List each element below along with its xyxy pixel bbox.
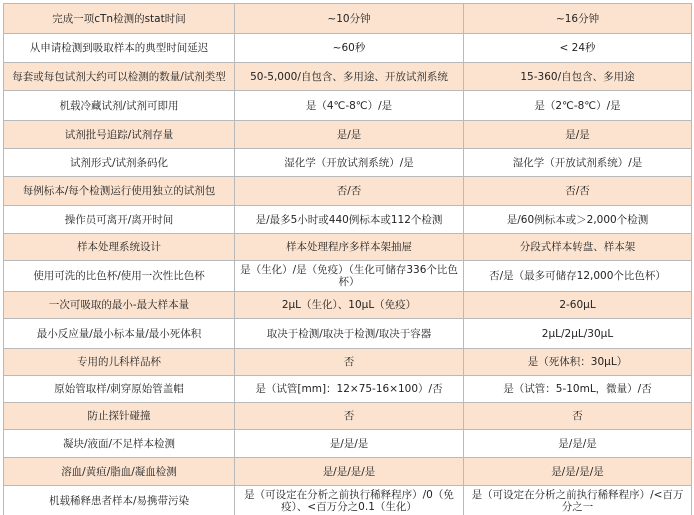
table-row (4, 292, 692, 319)
analyzer-a-cell: ~10分钟 (235, 4, 464, 34)
row-label-cell: 样本处理系统设计 (4, 234, 235, 261)
row-label-cell: 试剂批号追踪/试剂存量 (4, 121, 235, 149)
row-label-cell: 机载冷藏试剂/试剂可即用 (4, 91, 235, 121)
analyzer-a-cell: 是/是/是 (235, 430, 464, 458)
table-row (4, 34, 692, 63)
row-label-cell: 凝块/液面/不足样本检测 (4, 430, 235, 458)
table-row (4, 121, 692, 149)
analyzer-a-cell: 否 (235, 349, 464, 376)
analyzer-b-cell: 是（试管：5-10mL，微量）/否 (464, 376, 692, 403)
analyzer-a-cell: 是（4℃-8℃）/是 (235, 91, 464, 121)
row-label-cell: 专用的儿科样品杯 (4, 349, 235, 376)
row-label-cell: 使用可洗的比色杯/使用一次性比色杯 (4, 261, 235, 292)
analyzer-b-cell: 否/是（最多可储存12,000个比色杯） (464, 261, 692, 292)
analyzer-a-cell: 取决于检测/取决于检测/取决于容器 (235, 319, 464, 349)
table-row (4, 403, 692, 430)
row-label-cell: 最小反应量/最小标本量/最小死体积 (4, 319, 235, 349)
table-row (4, 430, 692, 458)
analyzer-a-cell: 是/是/是/是 (235, 458, 464, 486)
row-label-cell: 原始管取样/刺穿原始管盖帽 (4, 376, 235, 403)
analyzer-a-cell: 否/否 (235, 177, 464, 206)
analyzer-b-cell: 湿化学（开放试剂系统）/是 (464, 149, 692, 177)
row-label-cell: 从申请检测到吸取样本的典型时间延迟 (4, 34, 235, 63)
analyzer-b-cell: 15-360/自包含、多用途 (464, 63, 692, 91)
analyzer-b-cell: 2-60μL (464, 292, 692, 319)
analyzer-a-cell: 是/是 (235, 121, 464, 149)
table-row (4, 349, 692, 376)
comparison-table (3, 3, 692, 515)
row-label-cell: 每套或每包试剂大约可以检测的数量/试剂类型 (4, 63, 235, 91)
table-row (4, 458, 692, 486)
analyzer-b-cell: 是（死体积：30μL） (464, 349, 692, 376)
analyzer-b-cell: 是（2℃-8℃）/是 (464, 91, 692, 121)
row-label-cell: 防止探针碰撞 (4, 403, 235, 430)
analyzer-b-cell: 否/否 (464, 177, 692, 206)
table-row (4, 376, 692, 403)
table-row (4, 177, 692, 206)
row-label-cell: 一次可吸取的最小-最大样本量 (4, 292, 235, 319)
analyzer-a-cell: 否 (235, 403, 464, 430)
table-row (4, 319, 692, 349)
table-row (4, 4, 692, 34)
row-label-cell: 机载稀释患者样本/易携带污染 (4, 486, 235, 515)
analyzer-b-cell: ~16分钟 (464, 4, 692, 34)
analyzer-a-cell: 湿化学（开放试剂系统）/是 (235, 149, 464, 177)
row-label-cell: 操作员可离开/离开时间 (4, 206, 235, 234)
table-row (4, 261, 692, 292)
table-row (4, 234, 692, 261)
analyzer-a-cell: 是（生化）/是（免疫）（生化可储存336个比色杯） (235, 261, 464, 292)
analyzer-a-cell: ~60秒 (235, 34, 464, 63)
analyzer-b-cell: 是/是/是 (464, 430, 692, 458)
analyzer-b-cell: < 24秒 (464, 34, 692, 63)
analyzer-a-cell: 是（试管[mm]：12×75-16×100）/否 (235, 376, 464, 403)
row-label-cell: 试剂形式/试剂条码化 (4, 149, 235, 177)
table-row (4, 63, 692, 91)
analyzer-b-cell: 是/是 (464, 121, 692, 149)
analyzer-a-cell: 是（可设定在分析之前执行稀释程序）/0（免疫）、<百万分之0.1（生化） (235, 486, 464, 515)
analyzer-a-cell: 样本处理程序多样本架抽屉 (235, 234, 464, 261)
row-label-cell: 溶血/黄疸/脂血/凝血检测 (4, 458, 235, 486)
analyzer-b-cell: 2μL/2μL/30μL (464, 319, 692, 349)
analyzer-b-cell: 是/是/是/是 (464, 458, 692, 486)
analyzer-a-cell: 2μL（生化）、10μL（免疫） (235, 292, 464, 319)
table-row (4, 486, 692, 515)
analyzer-b-cell: 否 (464, 403, 692, 430)
analyzer-a-cell: 50-5,000/自包含、多用途、开放试剂系统 (235, 63, 464, 91)
analyzer-b-cell: 分段式样本转盘、样本架 (464, 234, 692, 261)
analyzer-b-cell: 是（可设定在分析之前执行稀释程序）/<百万分之一 (464, 486, 692, 515)
table-row (4, 149, 692, 177)
analyzer-b-cell: 是/60例标本或＞2,000个检测 (464, 206, 692, 234)
row-label-cell: 完成一项cTn检测的stat时间 (4, 4, 235, 34)
table-row (4, 91, 692, 121)
analyzer-a-cell: 是/最多5小时或440例标本或112个检测 (235, 206, 464, 234)
table-row (4, 206, 692, 234)
row-label-cell: 每例标本/每个检测运行使用独立的试剂包 (4, 177, 235, 206)
